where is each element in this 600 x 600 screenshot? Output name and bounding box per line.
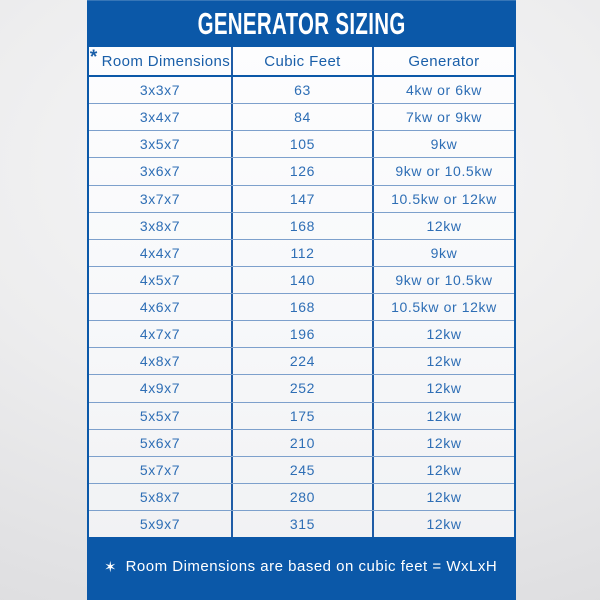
cell-cubic-feet: 245	[233, 457, 374, 483]
cell-room-dimensions: 4x4x7	[89, 240, 233, 266]
cell-cubic-feet: 112	[233, 240, 374, 266]
cell-cubic-feet: 147	[233, 186, 374, 212]
cell-room-dimensions: 5x6x7	[89, 430, 233, 456]
table-body	[89, 77, 514, 537]
cell-room-dimensions: 5x8x7	[89, 484, 233, 510]
table-row	[89, 374, 514, 401]
cell-room-dimensions: 5x7x7	[89, 457, 233, 483]
cell-cubic-feet: 280	[233, 484, 374, 510]
cell-generator: 9kw or 10.5kw	[395, 163, 493, 180]
column-header-label: Cubic Feet	[264, 52, 341, 70]
cell-room-dimensions: 3x4x7	[89, 104, 233, 130]
cell-room-dimensions: 3x8x7	[89, 213, 233, 239]
column-header-label: Room Dimensions	[101, 52, 231, 70]
cell-generator: 10.5kw or 12kw	[391, 299, 497, 316]
cell-cubic-feet: 84	[233, 104, 374, 130]
table-row	[89, 483, 514, 510]
table-row	[89, 185, 514, 212]
table-row	[89, 456, 514, 483]
cell-cubic-feet: 126	[233, 158, 374, 184]
cell-cubic-feet: 252	[233, 375, 374, 401]
cell-generator: 7kw or 9kw	[405, 109, 483, 126]
cell-generator: 9kw or 10.5kw	[395, 271, 493, 288]
cell-room-dimensions: 4x6x7	[89, 294, 233, 320]
sizing-table	[87, 47, 516, 537]
cell-cubic-feet: 175	[233, 403, 374, 429]
cell-generator: 10.5kw or 12kw	[391, 190, 497, 207]
page-title: GENERATOR SIZING	[197, 6, 406, 41]
cell-generator: 12kw	[426, 516, 462, 533]
cell-room-dimensions: 4x5x7	[89, 267, 233, 293]
column-header-generator	[374, 47, 514, 75]
cell-generator: 12kw	[426, 407, 462, 424]
table-header-row	[89, 47, 514, 77]
table-row	[89, 266, 514, 293]
footnote-band	[87, 537, 516, 600]
table-row	[89, 103, 514, 130]
cell-room-dimensions: 3x5x7	[89, 131, 233, 157]
cell-cubic-feet: 168	[233, 213, 374, 239]
table-row	[89, 429, 514, 456]
cell-cubic-feet: 168	[233, 294, 374, 320]
cell-generator: 12kw	[426, 461, 462, 478]
cell-cubic-feet: 63	[233, 77, 374, 103]
cell-generator: 12kw	[426, 488, 462, 505]
cell-room-dimensions: 5x9x7	[89, 511, 233, 537]
generator-sizing-sign	[87, 0, 516, 600]
cell-generator: 12kw	[426, 434, 462, 451]
cell-generator: 12kw	[426, 380, 462, 397]
column-header-room-dimensions: * Room Dimensions	[89, 47, 233, 75]
cell-generator: 9kw	[430, 136, 458, 153]
table-row	[89, 239, 514, 266]
cell-room-dimensions: 3x6x7	[89, 158, 233, 184]
table-row	[89, 320, 514, 347]
cell-cubic-feet: 210	[233, 430, 374, 456]
cell-generator: 4kw or 6kw	[405, 82, 483, 99]
table-row	[89, 510, 514, 537]
table-row	[89, 77, 514, 103]
star-icon: ✶	[104, 558, 117, 576]
cell-room-dimensions: 3x7x7	[89, 186, 233, 212]
column-header-label: Generator	[408, 52, 480, 70]
footnote-text: Room Dimensions are based on cubic feet = WxLxH	[125, 558, 498, 575]
cell-room-dimensions: 4x9x7	[89, 375, 233, 401]
table-row	[89, 130, 514, 157]
cell-cubic-feet: 105	[233, 131, 374, 157]
table-row	[89, 347, 514, 374]
column-header-cubic-feet	[233, 47, 374, 75]
cell-room-dimensions: 4x7x7	[89, 321, 233, 347]
cell-room-dimensions: 5x5x7	[89, 403, 233, 429]
cell-generator: 12kw	[426, 353, 462, 370]
cell-generator: 12kw	[426, 326, 462, 343]
table-row	[89, 157, 514, 184]
cell-room-dimensions: 3x3x7	[89, 77, 233, 103]
table-row	[89, 402, 514, 429]
cell-cubic-feet: 140	[233, 267, 374, 293]
table-row	[89, 293, 514, 320]
cell-cubic-feet: 315	[233, 511, 374, 537]
title-band	[87, 0, 516, 47]
cell-generator: 12kw	[426, 217, 462, 234]
cell-room-dimensions: 4x8x7	[89, 348, 233, 374]
cell-cubic-feet: 224	[233, 348, 374, 374]
cell-generator: 9kw	[430, 244, 458, 261]
cell-cubic-feet: 196	[233, 321, 374, 347]
table-row	[89, 212, 514, 239]
